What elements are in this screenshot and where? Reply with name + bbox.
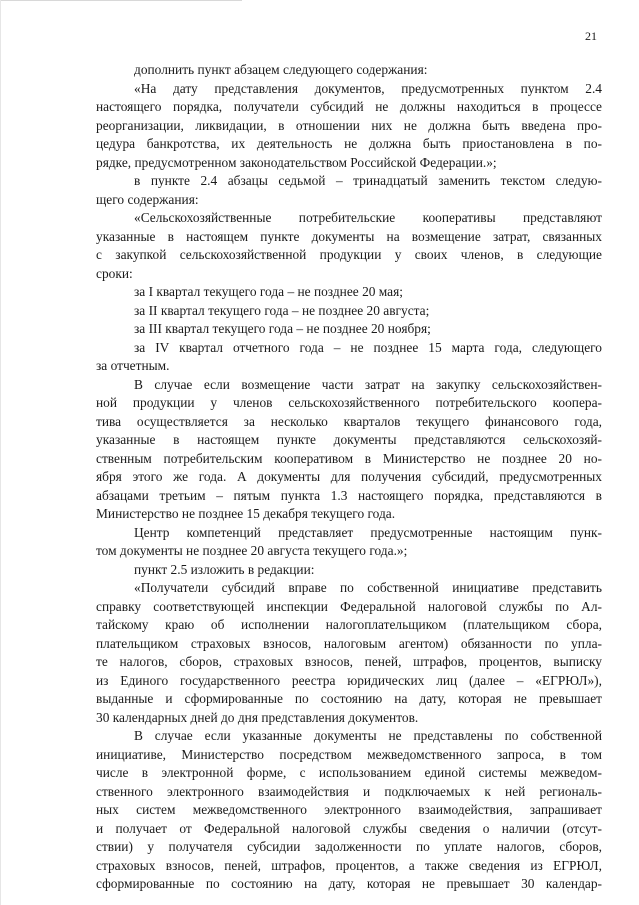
text-line: «Сельскохозяйственные потребительские кооперативы представляют bbox=[134, 210, 602, 225]
text-line: тайскому краю об исполнении налогоплательщиком (плательщиком сбора, bbox=[96, 617, 602, 632]
scan-edge-left bbox=[0, 0, 1, 905]
text-line: ственным потребительским кооперативом в Министерство не позднее 20 но- bbox=[96, 450, 602, 466]
text-line: цедура банкротства, их деятельность не должна быть приостановлена в по- bbox=[96, 136, 602, 151]
text-line: инициативе, Министерство посредством межведомственного запроса, в том bbox=[96, 746, 602, 762]
text-line: за II квартал текущего года – не позднее 20 августа; bbox=[134, 302, 430, 318]
text-line: Центр компетенций представляет предусмотренные настоящим пунк- bbox=[134, 524, 602, 540]
text-line: за отчетным. bbox=[96, 358, 170, 373]
text-line: за III квартал текущего года – не позднее 20 ноября; bbox=[134, 321, 431, 336]
text-line: настоящего порядка, получатели субсидий не должны находиться в процессе bbox=[96, 99, 602, 114]
body-text bbox=[96, 61, 602, 894]
text-line: дополнить пункт абзацем следующего содержания: bbox=[134, 62, 428, 77]
text-line: том документы не позднее 20 августа текущего года.»; bbox=[96, 543, 408, 558]
text-line: сформированные по состоянию на дату, которая не превышает 30 календар- bbox=[96, 876, 602, 891]
text-line: «На дату представления документов, предусмотренных пунктом 2.4 bbox=[134, 80, 602, 96]
text-line: Министерство не позднее 15 декабря текущего года. bbox=[96, 506, 396, 521]
text-line: плательщиком страховых взносов, налоговым агентом) обязанности по упла- bbox=[96, 635, 602, 651]
text-line: справку соответствующей инспекции Федеральной налоговой службы по Ал- bbox=[96, 598, 602, 614]
text-line: ября этого же года. А документы для получения субсидий, предусмотренных bbox=[96, 469, 602, 484]
text-line: за IV квартал отчетного года – не позднее 15 марта года, следующего bbox=[134, 339, 602, 355]
text-line: ной продукции у членов сельскохозяйственного потребительского коопера- bbox=[96, 395, 602, 410]
text-line: щего содержания: bbox=[96, 191, 199, 207]
text-line: рядке, предусмотренном законодательством Российской Федерации.»; bbox=[96, 154, 497, 170]
text-line: с закупкой сельскохозяйственной продукции у своих членов, в следующие bbox=[96, 247, 602, 262]
text-line: в пункте 2.4 абзацы седьмой – тринадцатый заменить текстом следую- bbox=[134, 173, 602, 188]
text-line: выданные и сформированные по состоянию на дату, которая не превышает bbox=[96, 691, 602, 706]
text-line: указанные в настоящем пункте документы представляются сельскохозяй- bbox=[96, 432, 602, 447]
text-line: числе в электронной форме, с использованием единой системы межведом- bbox=[96, 765, 602, 780]
scan-edge-top bbox=[0, 0, 242, 1]
text-line: ных систем межведомственного электронного взаимодействия, запрашивает bbox=[96, 802, 602, 817]
text-line: указанные в настоящем пункте документы на возмещение затрат, связанных bbox=[96, 228, 602, 244]
text-line: реорганизации, ликвидации, в отношении них не должна быть введена про- bbox=[96, 117, 602, 133]
text-line: страховых взносов, пеней, штрафов, процентов, а также сведения из ЕГРЮЛ, bbox=[96, 857, 602, 873]
text-line: и получает от Федеральной налоговой службы сведения о наличии (отсут- bbox=[96, 820, 602, 836]
page-number: 21 bbox=[585, 29, 597, 43]
text-line: ствии) у получателя субсидии задолженности по уплате налогов, сборов, bbox=[96, 839, 602, 854]
text-line: 30 календарных дней до дня представления документов. bbox=[96, 709, 419, 725]
text-line: из Единого государственного реестра юридических лиц (далее – «ЕГРЮЛ»), bbox=[96, 672, 602, 688]
text-line: за I квартал текущего года – не позднее 20 мая; bbox=[134, 284, 404, 299]
text-line: В случае если указанные документы не представлены по собственной bbox=[134, 728, 602, 743]
text-line: те налогов, сборов, страховых взносов, пеней, штрафов, процентов, выписку bbox=[96, 654, 602, 669]
text-line: тива осуществляется за несколько кварталов текущего финансового года, bbox=[96, 413, 602, 429]
text-line: «Получатели субсидий вправе по собственной инициативе представить bbox=[134, 580, 602, 595]
text-line: абзацами третьим – пятым пункта 1.3 настоящего порядка, представляются в bbox=[96, 487, 602, 503]
text-line: В случае если возмещение части затрат на закупку сельскохозяйствен- bbox=[134, 376, 602, 392]
text-line: сроки: bbox=[96, 265, 133, 281]
text-line: ственного электронного взаимодействия и подключаемых к ней региональ- bbox=[96, 783, 602, 799]
text-line: пункт 2.5 изложить в редакции: bbox=[134, 561, 315, 577]
